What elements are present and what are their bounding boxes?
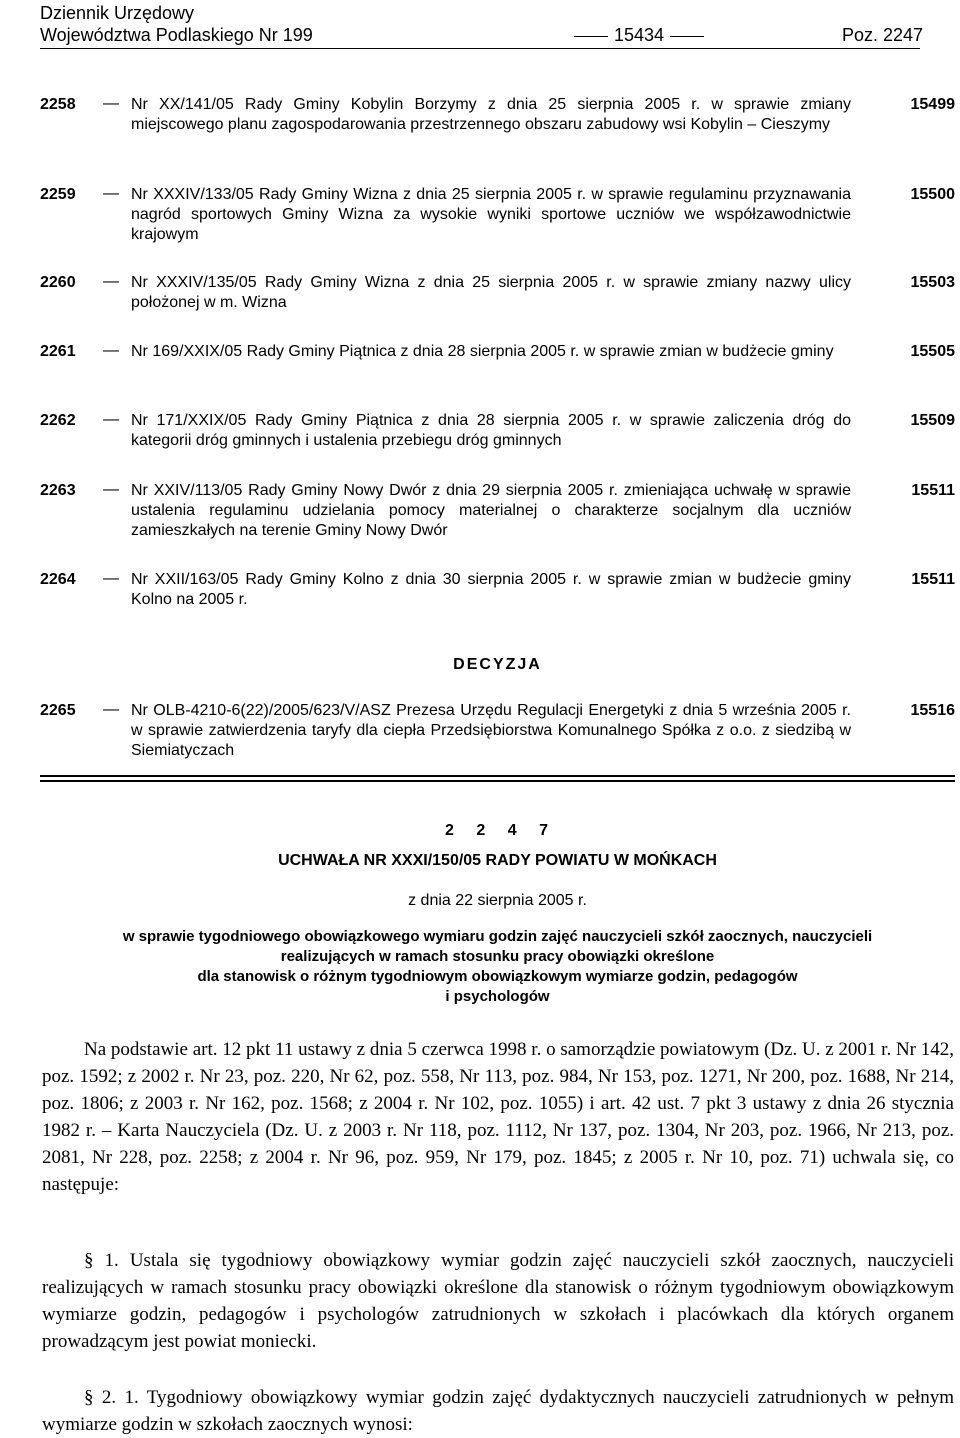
act-date: z dnia 22 sierpnia 2005 r. <box>408 892 587 909</box>
entry-description: Nr XXXIV/133/05 Rady Gminy Wizna z dnia 25 sierpnia 2005 r. w sprawie regulaminu przyznawania nagród sportowych Gminy Wizna za wysokie wyniki sportowe uczniów we współzawodnictwie krajowym <box>131 186 851 243</box>
entry-page: 15499 <box>910 96 955 113</box>
entry-description: Nr XXII/163/05 Rady Gminy Kolno z dnia 30 sierpnia 2005 r. w sprawie zmian w budżecie gminy Kolno na 2005 r. <box>131 571 851 608</box>
entry-page: 15503 <box>910 274 955 291</box>
header-rule <box>40 48 920 49</box>
act-subject-line: i psychologów <box>445 988 550 1005</box>
entry-number: 2260 <box>40 274 76 291</box>
entry-dash: — <box>103 481 119 498</box>
entry-dash: — <box>103 342 119 359</box>
legal-basis-paragraph: Na podstawie art. 12 pkt 11 ustawy z dnia 5 czerwca 1998 r. o samorządzie powiatowym (Dz. U. z 2001 r. Nr 142, poz. 1592; z 2002 r. Nr 23, poz. 220, Nr 62, poz. 558, Nr 113, poz. 984, Nr 153, poz. 1271, Nr 200, poz. 1688, Nr 214, poz. 1806; z 2003 r. Nr 162, poz. 1568; z 2004 r. Nr 102, poz. 1055) i art. 42 ust. 7 pkt 3 ustawy z dnia 26 stycznia 1982 r. – Karta Nauczyciela (Dz. U. z 2003 r. Nr 118, poz. 1112, Nr 137, poz. 1304, Nr 203, poz. 1966, Nr 213, poz. 2081, Nr 228, poz. 2258; z 2004 r. Nr 96, poz. 959, Nr 179, poz. 1845; z 2005 r. Nr 10, poz. 71) uchwala się, co następuje: <box>42 1039 954 1195</box>
entry-dash: — <box>103 185 119 202</box>
entry-page: 15505 <box>910 343 955 360</box>
entry-page: 15511 <box>911 482 955 499</box>
entry-page: 15500 <box>910 186 955 203</box>
separator-rule-top <box>40 775 955 777</box>
act-subject-line: dla stanowisk o różnym tygodniowym obowiązkowym wymiarze godzin, pedagogów <box>197 968 798 985</box>
journal-voivodeship-issue: Województwa Podlaskiego Nr 199 <box>40 25 313 45</box>
act-position-number: 2 2 4 7 <box>445 822 550 839</box>
act-title: UCHWAŁA NR XXXI/150/05 RADY POWIATU W MOŃKACH <box>278 852 717 869</box>
entry-dash: — <box>103 701 119 718</box>
entry-description: Nr 169/XXIX/05 Rady Gminy Piątnica z dnia 28 sierpnia 2005 r. w sprawie zmian w budżecie gminy <box>131 343 834 360</box>
journal-title: Dziennik Urzędowy <box>40 3 195 23</box>
act-subject-line: w sprawie tygodniowego obowiązkowego wymiaru godzin zajęć nauczycieli szkół zaocznych, nauczycieli <box>122 928 873 945</box>
section-1-paragraph: § 1. Ustala się tygodniowy obowiązkowy wymiar godzin zajęć nauczycieli szkół zaocznych, nauczycieli realizujących w ramach stosunku pracy obowiązki określone dla stanowisk o różnym tygodniowym obowiązkowym wymiarze godzin, pedagogów i psychologów zatrudnionych w szkołach i placówkach dla których organem prowadzącym jest powiat moniecki. <box>42 1250 954 1352</box>
entry-dash: — <box>103 95 119 112</box>
entry-number: 2264 <box>40 571 76 588</box>
entry-dash: — <box>103 411 119 428</box>
section-2-paragraph: § 2. 1. Tygodniowy obowiązkowy wymiar godzin zajęć dydaktycznych nauczycieli zatrudnionych w pełnym wymiarze godzin w szkołach zaocznych wynosi: <box>42 1387 954 1435</box>
entry-dash: — <box>103 273 119 290</box>
entry-description: Nr 171/XXIX/05 Rady Gminy Piątnica z dnia 28 sierpnia 2005 r. w sprawie zaliczenia dróg do kategorii dróg gminnych i ustalenia przebiegu dróg gminnych <box>131 412 851 449</box>
entry-number: 2259 <box>40 186 76 203</box>
separator-rule-bottom <box>40 780 955 782</box>
entry-number: 2263 <box>40 482 76 499</box>
entry-page: 15509 <box>910 412 955 429</box>
entry-number: 2265 <box>40 702 76 719</box>
decision-heading: DECYZJA <box>453 656 542 673</box>
entry-number: 2258 <box>40 96 76 113</box>
entry-page: 15511 <box>911 571 955 588</box>
entry-dash: — <box>103 570 119 587</box>
entry-description: Nr OLB-4210-6(22)/2005/623/V/ASZ Prezesa Urzędu Regulacji Energetyki z dnia 5 września 2005 r. w sprawie zatwierdzenia taryfy dla ciepła Przedsiębiorstwa Komunalnego Spółka z o.o. z siedzibą w Siemiatyczach <box>131 702 851 759</box>
act-subject-line: realizujących w ramach stosunku pracy obowiązki określone <box>280 948 715 965</box>
page-number: 15434 <box>568 24 710 46</box>
position-number: Poz. 2247 <box>841 25 923 45</box>
entry-number: 2262 <box>40 412 76 429</box>
act-subject <box>40 927 955 1007</box>
entry-description: Nr XXXIV/135/05 Rady Gminy Wizna z dnia 25 sierpnia 2005 r. w sprawie zmiany nazwy ulicy położonej w m. Wizna <box>131 274 851 311</box>
entry-description: Nr XXIV/113/05 Rady Gminy Nowy Dwór z dnia 29 sierpnia 2005 r. zmieniająca uchwałę w sprawie ustalenia regulaminu udzielania pomocy materialnej o charakterze socjalnym dla uczniów zamieszkałych na terenie Gminy Nowy Dwór <box>131 482 851 539</box>
entry-description: Nr XX/141/05 Rady Gminy Kobylin Borzymy z dnia 25 sierpnia 2005 r. w sprawie zmiany miejscowego planu zagospodarowania przestrzennego obszaru zabudowy wsi Kobylin – Cieszymy <box>131 96 851 133</box>
entry-number: 2261 <box>40 343 76 360</box>
entry-page: 15516 <box>910 702 955 719</box>
